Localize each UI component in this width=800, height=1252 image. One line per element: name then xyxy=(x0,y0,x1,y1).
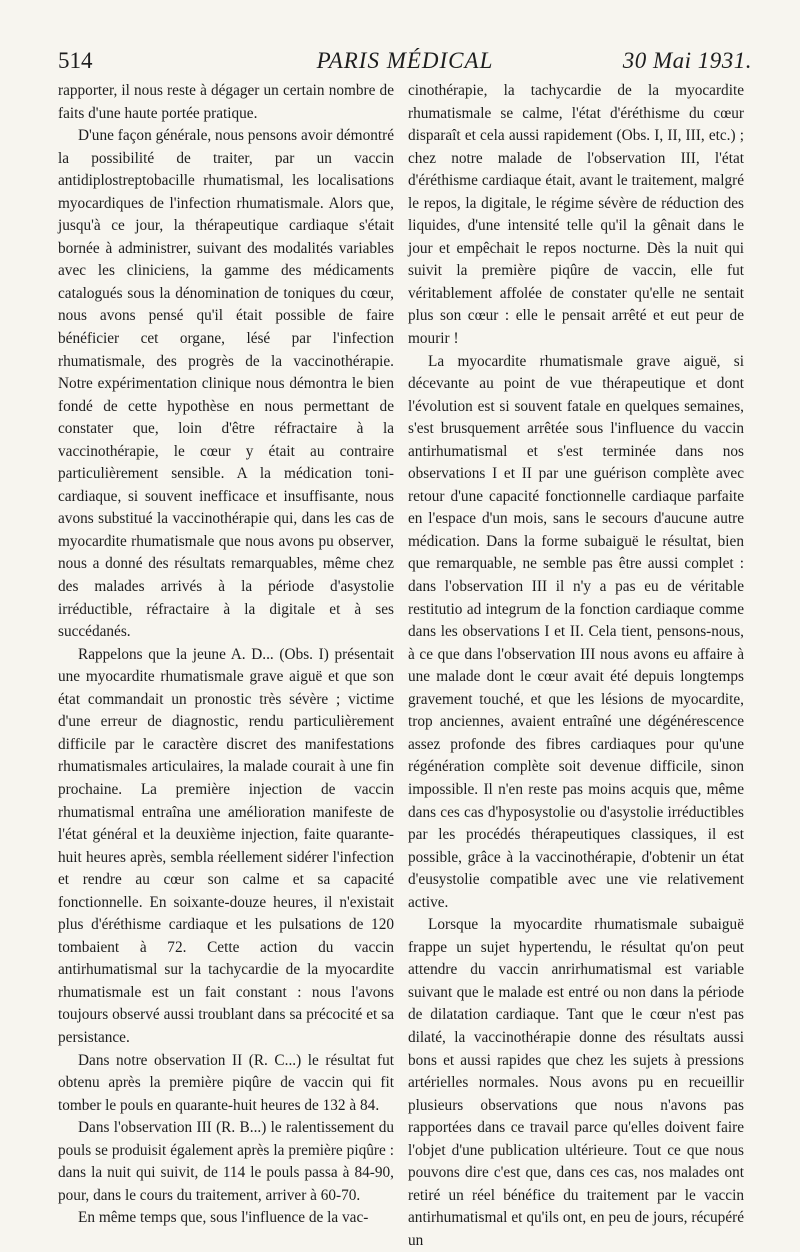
right-column xyxy=(408,80,744,1252)
paragraph: La myocardite rhumatismale grave aiguë, si décevante au point de vue thérapeutique et dont l'évolution est si souvent fatale en quelques semaines, s'est brusquement arrêtée sous l'influence du vaccin antirhumatismal et s'est terminée dans nos observations I et II par une guérison complète avec retour d'une capacité fonctionnelle cardiaque parfaite en l'espace d'un mois, sans le secours d'aucune autre médication. Dans la forme subaiguë le résultat, bien que remarquable, ne semble pas être aussi complet : dans l'observation III il n'y a pas eu de véritable restitutio ad integrum de la fonction cardiaque comme dans les observations I et II. Cela tient, pensons-nous, à ce que dans l'observation III nous avons eu affaire à une malade dont le cœur avait été depuis longtemps gravement touché, et que les lésions de myocardite, trop anciennes, avaient entraîné une dégénérescence assez profonde des fibres cardiaques pour qu'une régénération complète soit devenue difficile, sinon impossible. Il n'en reste pas moins acquis que, même dans ces cas d'hyposystolie ou d'asystolie irréductibles par les procédés thérapeutiques classiques, il est possible, grâce à la vaccinothérapie, d'obtenir un état d'eusystolie compatible avec une vie relativement active. xyxy=(408,352,744,911)
paragraph: Lorsque la myocardite rhumatismale subaiguë frappe un sujet hypertendu, le résultat qu'on peut attendre du vaccin anrirhumatismal est variable suivant que le malade est entré ou non dans la période de dilatation cardiaque. Tant que le cœur n'est pas dilaté, la vaccinothérapie donne des résultats aussi bons et aussi rapides que chez les sujets à pressions artérielles normales. Nous avons pu en recueillir plusieurs observations que nous n'avons pas rapportées dans ce travail parce qu'elles doivent faire l'objet d'une publication ultérieure. Tout ce que nous pouvons dire c'est que, dans ces cas, nos malades ont retiré un réel bénéfice du traitement par le vaccin antirhumatismal et qu'ils ont, en peu de jours, récupéré un xyxy=(408,916,744,1249)
paragraph: cinothérapie, la tachycardie de la myocardite rhumatismale se calme, l'état d'éréthisme du cœur disparaît et cela aussi rapidement (Obs. I, II, III, etc.) ; chez notre malade de l'observation III, l'état d'éréthisme cardiaque était, avant le traitement, malgré le repos, la digitale, le régime sévère de réduction des liquides, d'une intensité telle qu'il la gênait dans le jour et empêchait le repos nocturne. Dès la nuit qui suivit la première piqûre de vaccin, elle fut véritablement affolée de constater qu'elle ne sentait plus son cœur : elle le pensait arrêté et eut peur de mourir ! xyxy=(408,82,744,348)
paragraph: rapporter, il nous reste à dégager un certain nombre de faits d'une haute portée pratique. xyxy=(58,82,394,122)
page-number: 514 xyxy=(58,48,93,73)
left-column xyxy=(58,80,394,1230)
paragraph: Dans l'observation III (R. B...) le ralentissement du pouls se produisit également après la première piqûre : dans la nuit qui suivit, de 114 le pouls passa à 84-90, pour, dans le cours du traitement, arriver à 60-70. xyxy=(58,1119,394,1204)
paragraph: Dans notre observation II (R. C...) le résultat fut obtenu après la première piqûre de vaccin qui fit tomber le pouls en quarante-huit heures de 132 à 84. xyxy=(58,1051,394,1114)
issue-date: 30 Mai 1931. xyxy=(622,48,752,73)
running-header xyxy=(58,48,752,78)
journal-title: PARIS MÉDICAL xyxy=(316,48,494,73)
paragraph: En même temps que, sous l'influence de la vac- xyxy=(78,1209,369,1227)
paragraph: Rappelons que la jeune A. D... (Obs. I) présentait une myocardite rhumatismale grave aiguë et que son état commandait un pronostic très sévère ; victime d'une erreur de diagnostic, rendu particulièrement difficile par le caractère discret des manifestations rhumatismales articulaires, la malade courait à une fin prochaine. La première injection de vaccin rhumatismal entraîna une amélioration manifeste de l'état général et la deuxième injection, faite quarante-huit heures après, sembla réellement sidérer l'infection et rendre au cœur son calme et sa capacité fonctionnelle. En soixante-douze heures, il n'existait plus d'éréthisme cardiaque et les pulsations de 120 tombaient à 72. Cette action du vaccin antirhumatismal sur la tachycardie de la myocardite rhumatismale est un fait constant : nous l'avons toujours observé aussi troublant dans sa précocité et sa persistance. xyxy=(58,645,394,1046)
paragraph: D'une façon générale, nous pensons avoir démontré la possibilité de traiter, par un vaccin antidiplostreptobacille rhumatismal, les localisations myocardiques de l'infection rhumatismale. Alors que, jusqu'à ce jour, la thérapeutique cardiaque s'était bornée à administrer, suivant des modalités variables avec les cliniciens, la gamme des médicaments catalogués sous la dénomination de toniques du cœur, nous avons pensé qu'il était possible de faire bénéficier cet organe, lésé par l'infection rhumatismale, des progrès de la vaccinothérapie. Notre expérimentation clinique nous démontra le bien fondé de cette hypothèse en nous permettant de constater que, loin d'être réfractaire à la vaccinothérapie, le cœur y était au contraire particulièrement sensible. A la médication toni-cardiaque, si souvent inefficace et insuffisante, nous avons substitué la vaccinothérapie qui, dans les cas de myocardite rhumatismale que nous avons pu observer, nous a donné des résultats remarquables, même chez des malades arrivés à la période d'asystolie irréductible, réfractaire à la digitale et à ses succédanés. xyxy=(58,127,394,641)
